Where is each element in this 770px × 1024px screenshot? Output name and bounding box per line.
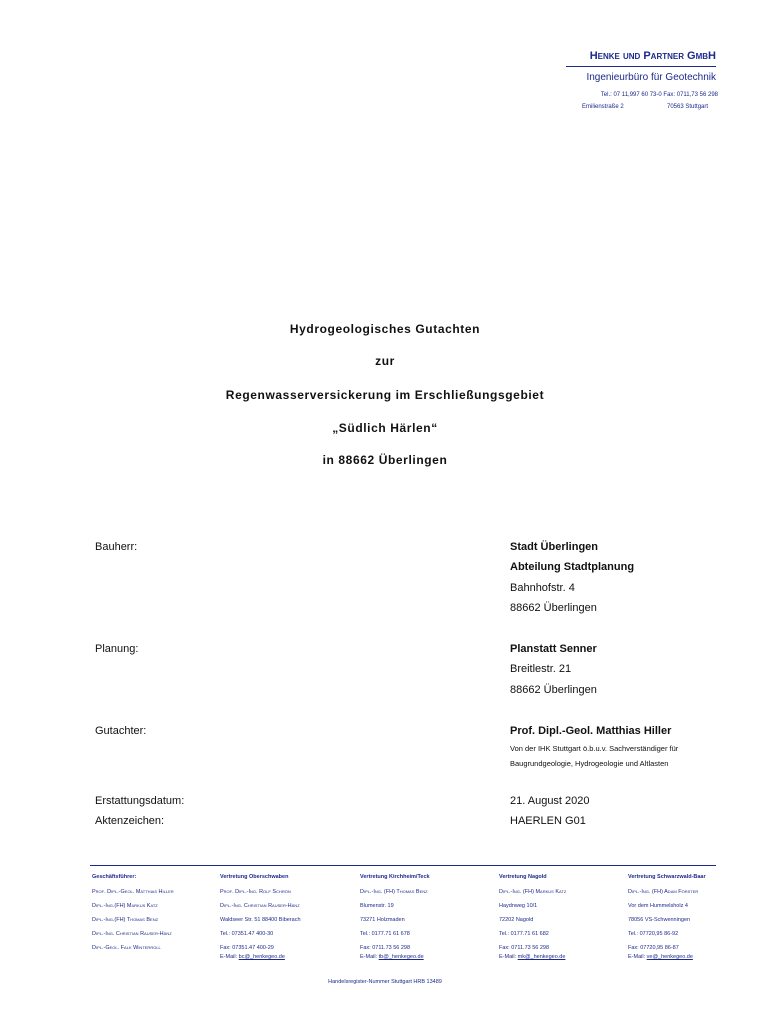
- company-street: Emilienstraße 2: [582, 104, 624, 110]
- email-link-kirchheim[interactable]: tb@_henkegeo.de: [378, 954, 424, 960]
- footer-line: Tel.: 07351.47 400-30: [220, 931, 274, 937]
- footer-col-nagold: [499, 874, 566, 968]
- footer-line: Prof. Dipl.-Geol. Matthias Hiller: [92, 889, 174, 895]
- aktenzeichen-value: HAERLEN G01: [510, 815, 586, 827]
- footer-line: 78056 VS-Schwenningen: [628, 917, 691, 923]
- planung-city: 88662 Überlingen: [510, 684, 597, 696]
- footer-line: Dipl.-Ing. (FH) Adam Förster: [628, 889, 699, 895]
- footer-line: Tel.: 0177.71 61 678: [360, 931, 410, 937]
- footer-line: Dipl.-Ing. Christian Rauser-Hänz: [92, 931, 172, 937]
- footer-col-kirchheim: [360, 874, 430, 968]
- commercial-register: Handelsregister-Nummer Stuttgart HRB 13489: [328, 979, 442, 985]
- company-name: Henke und Partner GmbH: [589, 50, 716, 62]
- footer-line: Dipl.-Ing. (FH) Thomas Benz: [360, 889, 428, 895]
- planung-label: Planung:: [95, 643, 139, 655]
- footer-email-line: [499, 954, 566, 968]
- footer-col-geschaeftsfuehrer: [92, 874, 174, 959]
- bauherr-department: Abteilung Stadtplanung: [510, 561, 635, 573]
- title-line-2: zur: [375, 354, 395, 368]
- footer-line: Tel.: 07720,95 86-92: [628, 931, 679, 937]
- footer-line: Fax: 0711.73 56 298: [499, 945, 550, 951]
- footer-email-line: [220, 954, 301, 968]
- title-line-5: in 88662 Überlingen: [322, 453, 448, 467]
- company-subtitle: Ingenieurbüro für Geotechnik: [586, 72, 716, 83]
- gutachter-label: Gutachter:: [95, 725, 147, 737]
- footer-heading: Vertretung Schwarzwald-Baar: [628, 874, 706, 880]
- bauherr-city: 88662 Überlingen: [510, 602, 597, 614]
- email-link-biberach[interactable]: bc@_henkegeo.de: [238, 954, 285, 960]
- footer-line: Prof. Dipl.-Ing. Rolf Schrön: [220, 889, 291, 895]
- bauherr-name: Stadt Überlingen: [510, 541, 599, 553]
- planung-street: Breitlestr. 21: [510, 663, 572, 675]
- bauherr-label: Bauherr:: [95, 541, 138, 553]
- footer-line: Vor dem Hummelsholz 4: [628, 903, 688, 909]
- footer-heading: Vertretung Kirchheim/Teck: [360, 874, 430, 880]
- footer-rule: [90, 865, 716, 866]
- footer-line: Fax: 07351.47 400-29: [220, 945, 274, 951]
- footer-line: Waldseer Str. 51 88400 Biberach: [220, 917, 301, 923]
- title-line-4: „Südlich Härlen“: [332, 421, 438, 435]
- aktenzeichen-label: Aktenzeichen:: [95, 815, 165, 827]
- footer-heading: Vertretung Nagold: [499, 874, 547, 880]
- footer-heading: Vertretung Oberschwaben: [220, 874, 289, 880]
- footer-line: Dipl.-Ing. (FH) Markus Katz: [499, 889, 567, 895]
- email-link-nagold[interactable]: mk@_henkegeo.de: [517, 954, 566, 960]
- footer-line: Fax: 07720,95 86-87: [628, 945, 679, 951]
- footer-email-prefix: E-Mail:: [499, 954, 518, 960]
- company-phone-fax: Tel.: 07 11,997 60 73-0 Fax: 0711,73 56 298: [600, 92, 718, 98]
- footer-line: Dipl.-Ing. Christian Rauser-Hänz: [220, 903, 300, 909]
- gutachter-credential-1: Von der IHK Stuttgart ö.b.u.v. Sachverständiger für: [510, 744, 679, 753]
- gutachter-credential-2: Baugrundgeologie, Hydrogeologie und Altlasten: [510, 759, 669, 768]
- footer-line: Haydnweg 10/1: [499, 903, 538, 909]
- footer-line: Dipl.-Ing.(FH) Markus Katz: [92, 903, 158, 909]
- footer-email-line: [360, 954, 430, 968]
- footer-line: Dipl.-Ing.(FH) Thomas Benz: [92, 917, 159, 923]
- footer-line: 73271 Holzmaden: [360, 917, 405, 923]
- footer-col-oberschwaben: [220, 874, 301, 968]
- footer-line: Tel.: 0177.71 61 682: [499, 931, 549, 937]
- footer-email-prefix: E-Mail:: [220, 954, 239, 960]
- title-line-3: Regenwasserversickerung im Erschließungsgebiet: [225, 388, 545, 402]
- footer-line: Dipl.-Geol. Falk Winterroll: [92, 945, 161, 951]
- letterhead-rule: [566, 66, 716, 67]
- footer-email-prefix: E-Mail:: [360, 954, 379, 960]
- footer-email-prefix: E-Mail:: [628, 954, 647, 960]
- footer-col-schwarzwald-baar: [628, 874, 706, 968]
- email-link-schwenningen[interactable]: ve@_henkegeo.de: [646, 954, 693, 960]
- footer-line: Blumenstr. 19: [360, 903, 394, 909]
- erstattungsdatum-label: Erstattungsdatum:: [95, 795, 185, 807]
- title-line-1: Hydrogeologisches Gutachten: [289, 322, 481, 336]
- planung-name: Planstatt Senner: [510, 643, 597, 655]
- gutachter-name: Prof. Dipl.-Geol. Matthias Hiller: [510, 725, 672, 737]
- footer-email-line: [628, 954, 706, 968]
- footer-line: 72202 Nagold: [499, 917, 534, 923]
- bauherr-street: Bahnhofstr. 4: [510, 582, 575, 594]
- footer-line: Fax: 0711.73 56 298: [360, 945, 411, 951]
- erstattungsdatum-value: 21. August 2020: [510, 795, 590, 807]
- company-city: 70563 Stuttgart: [667, 104, 709, 110]
- footer-heading: Geschäftsführer:: [92, 874, 137, 880]
